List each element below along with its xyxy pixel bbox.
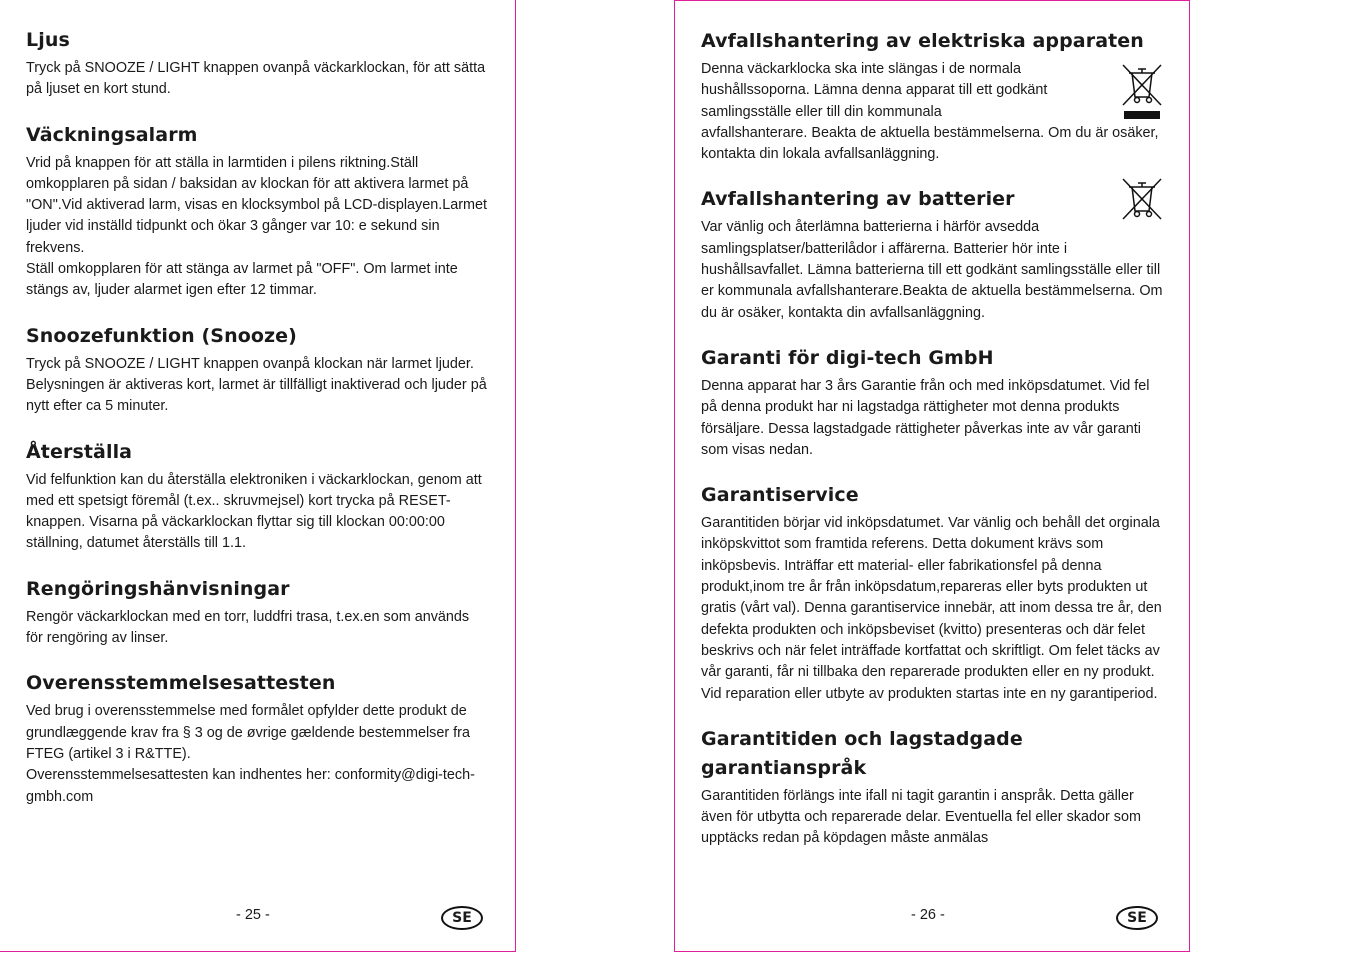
section-body: hushållsavfallet. Lämna batterierna till ett godkänt samlingsställe eller till er kommunala avfallshanterare.Beakta de aktuella bestämmelserna. Om du är osäker, kontakta din avfallsanläggning. — [701, 262, 1163, 321]
language-badge: SE — [1116, 906, 1158, 930]
section-body: avfallshanterare. Beakta de aktuella bestämmelserna. Om du är osäker, kontakta din lokala avfallsanläggning. — [701, 124, 1159, 163]
section-heading: Väckningsalarm — [26, 123, 198, 146]
left-page — [0, 0, 516, 952]
section-waste-batteries — [701, 185, 1163, 323]
section-garantitiden — [701, 725, 1163, 850]
section-body: Rengör väckarklockan med en torr, luddfri trasa, t.ex.en som används för rengöring av linser. — [26, 608, 470, 647]
section-body: Garantitiden börjar vid inköpsdatumet. Var vänlig och behåll det orginala inköpskvittot som framtida referens. Detta dokument krävs som inköpsbevis. Inträffar ett material- eller fabrikationsfel på denna produkt,inom tre år från inköpsdatum,repareras eller byts produkten ut gratis (vårt val). Denna garantiservice innebär, att inom dessa tre år, den defekta produkten och inköpsbeviset (kvitto) presenteras och där felet beskrivs och när felet inträffade kortfattat och skriftligt. Om felet täcks av vår garanti, får ni tillbaka den reparerade produkten eller en ny produkt. Vid reparation eller utbyte av produkten startas inte en ny garantiperiod. — [701, 515, 1162, 702]
page-number: - 26 - — [911, 907, 945, 923]
section-heading: Avfallshantering av elektriska apparaten — [701, 30, 1144, 52]
section-heading: Avfallshantering av batterier — [701, 188, 1015, 211]
section-garanti — [701, 344, 1163, 461]
section-body: Denna apparat har 3 års Garantie från och med inköpsdatumet. Vid fel på denna produkt har ni lagstadga rättigheter mot denna produkts försäljare. Dessa lagstadgade rättigheter påverkas inte av vår garanti som visas nedan. — [701, 377, 1150, 458]
section-ljus — [26, 26, 489, 101]
section-body-2: Ställ omkopplaren för att stänga av larmet på "OFF". Om larmet inte stängs av, ljuder alarmet igen efter 12 timmar. — [26, 261, 458, 299]
right-page-content — [701, 27, 1163, 870]
section-body: Tryck på SNOOZE / LIGHT knappen ovanpå klockan när larmet ljuder. Belysningen är aktiveras kort, larmet är tillfälligt inaktiverad och ljuder på nytt efter ca 5 minuter. — [26, 355, 487, 415]
section-snooze — [26, 322, 489, 418]
section-body: Tryck på SNOOZE / LIGHT knappen ovanpå väckarklockan, för att sätta på ljuset en kort stund. — [26, 60, 486, 98]
section-heading: Ljus — [26, 29, 70, 51]
section-body: Ved brug i overensstemmelse med formålet opfylder dette produkt de grundlæggende krav fra § 3 og de øvrige gældende bestemmelser fra FTEG (artikel 3 i R&TTE). — [26, 703, 470, 762]
section-aterstalla — [26, 438, 489, 555]
weee-crossed-bin-icon — [1121, 63, 1163, 125]
section-garantiservice — [701, 481, 1163, 705]
section-heading: Overensstemmelsesattesten — [26, 672, 336, 695]
section-vackningsalarm — [26, 121, 489, 302]
section-heading: Garantiservice — [701, 484, 859, 507]
section-heading: Garantitiden och lagstadgade garantianspråk — [701, 727, 1023, 779]
section-rengoring — [26, 575, 489, 650]
section-body: Vrid på knappen för att ställa in larmtiden i pilens riktning.Ställ omkopplaren på sidan / baksidan av klockan för att aktivera larmet på "ON".Vid aktiverad larm, visas en klocksymbol på LCD-displayen.Larmet ljuder vid inställd tidpunkt och ökar 3 gånger var 10: e sekund sin frekvens. — [26, 154, 488, 256]
section-heading: Rengöringshänvisningar — [26, 577, 290, 600]
language-badge: SE — [441, 906, 483, 930]
section-waste-electrical — [701, 27, 1163, 165]
section-heading: Snoozefunktion (Snooze) — [26, 324, 297, 347]
section-body-2: Overensstemmelsesattesten kan indhentes her: conformity@digi-tech-gmbh.com — [26, 767, 475, 805]
section-heading: Garanti för digi-tech GmbH — [701, 346, 994, 369]
section-body: Garantitiden förlängs inte ifall ni tagit garantin i anspråk. Detta gäller även för utbytta och reparerade delar. Eventuella fel eller skador som upptäcks redan på köpdagen måste anmälas — [701, 787, 1141, 847]
section-body: Vid felfunktion kan du återställa elektroniken i väckarklockan, genom att med ett spetsigt föremål (t.ex.. skruvmejsel) kort trycka på RESET-knappen. Visarna på väckarklockan flyttar sig till klockan 00:00:00 ställning, datumet återställs till 1.1. — [26, 471, 482, 552]
left-page-content — [26, 26, 489, 828]
section-body-wrap: Denna väckarklocka ska inte slängas i de normala hushållssoporna. Lämna denna apparat till ett godkänt samlingsställe eller till din kommunala — [701, 61, 1048, 120]
page-number: - 25 - — [236, 907, 270, 923]
section-body-wrap: Var vänlig och återlämna batterierna i härför avsedda samlingsplatser/batterilådor i affärerna. Batterier hör inte i — [701, 219, 1068, 257]
section-heading: Återställa — [26, 440, 133, 463]
right-page — [674, 0, 1190, 952]
section-conformity — [26, 669, 489, 807]
battery-crossed-bin-icon — [1121, 177, 1163, 225]
